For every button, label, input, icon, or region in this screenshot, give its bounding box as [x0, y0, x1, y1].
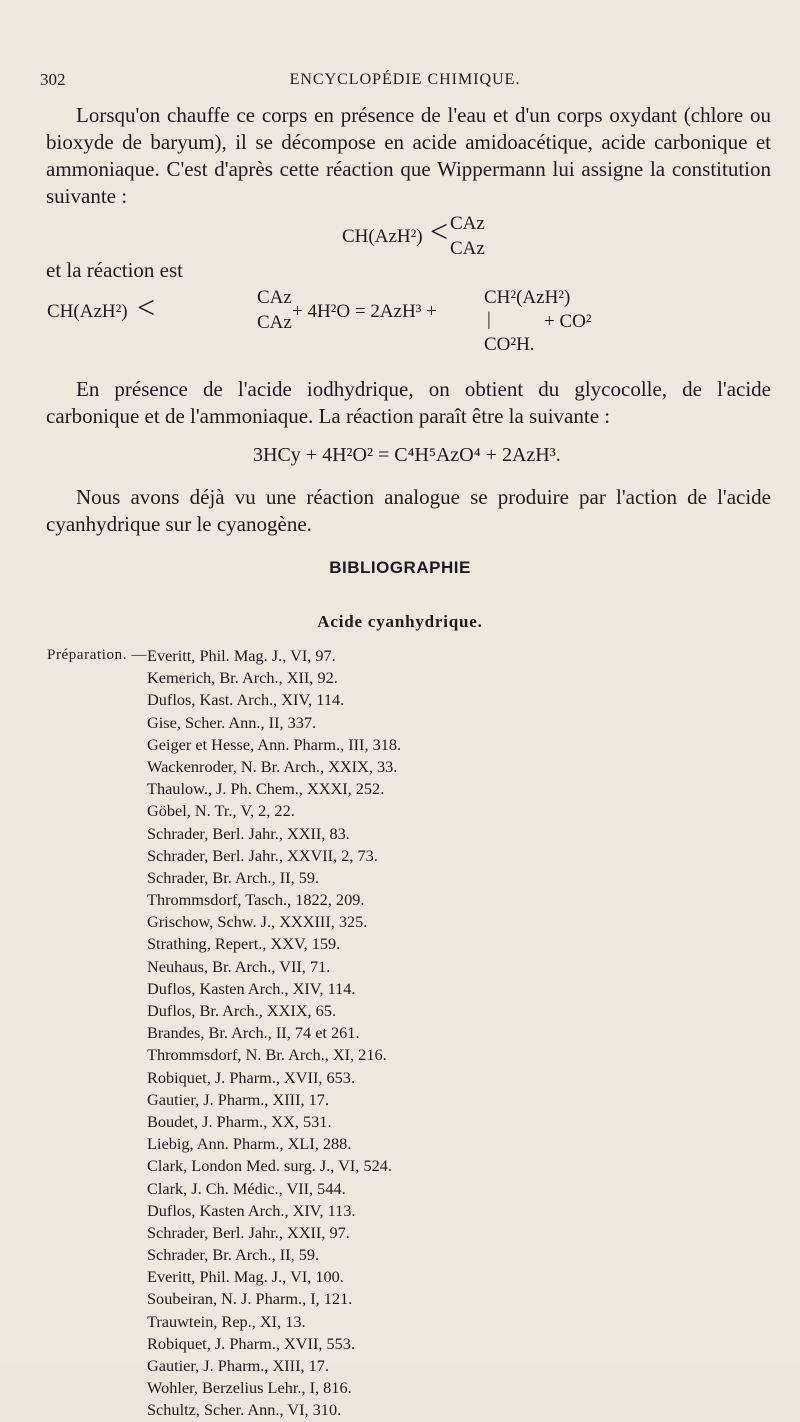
formula1-top: CAz [450, 213, 485, 234]
reference-item: Neuhaus, Br. Arch., VII, 71. [147, 956, 331, 976]
formula1-left: CH(AzH²) [342, 226, 423, 247]
reference-item: Clark, J. Ch. Médic., VII, 544. [147, 1178, 346, 1198]
formula-glycocolle: 3HCy + 4H²O² = C⁴H⁵AzO⁴ + 2AzH³. [253, 444, 561, 466]
reference-item: Clark, London Med. surg. J., VI, 524. [147, 1156, 392, 1176]
reference-item: Duflos, Br. Arch., XXIX, 65. [147, 1001, 337, 1020]
reference-item: Gautier, J. Pharm., XIII, 17. [147, 1356, 330, 1375]
paragraph-cyanogen: Nous avons déjà vu une réaction analogue se produire par l'action de l'acide cyanhydrique sur le cyanogène. [46, 485, 771, 536]
reference-item: Schrader, Berl. Jahr., XXII, 83. [147, 823, 350, 843]
reference-list [147, 645, 401, 1422]
reference-item: Göbel, N. Tr., V, 2, 22. [147, 801, 295, 821]
reference-item: Grischow, Schw. J., XXXIII, 325. [147, 912, 368, 932]
reference-item: Gautier, J. Pharm., XIII, 17. [147, 1089, 330, 1109]
formula2-right-bar: | [487, 309, 491, 330]
formula2-right-top: CH²(AzH²) [484, 287, 571, 308]
section-heading: Acide cyanhydrique. [317, 612, 483, 631]
formula2-right-plus: + CO² [544, 311, 592, 332]
reference-item: Thrommsdorf, Tasch., 1822, 209. [147, 890, 365, 910]
reference-item: Kemerich, Br. Arch., XII, 92. [147, 668, 338, 688]
reference-item: Duflos, Kasten Arch., XIV, 114. [147, 978, 356, 998]
formula2-right-bottom: CO²H. [484, 334, 535, 355]
bracket-symbol: < [137, 289, 156, 325]
reference-item: Geiger et Hesse, Ann. Pharm., III, 318. [147, 734, 402, 754]
formula2-middle: + 4H²O = 2AzH³ + [292, 301, 437, 322]
reference-item: Boudet, J. Pharm., XX, 531. [147, 1111, 332, 1131]
reference-item: Schrader, Berl. Jahr., XXII, 97. [147, 1222, 350, 1242]
formula2-bottom: CAz [257, 312, 292, 333]
reference-item: Gise, Scher. Ann., II, 337. [147, 712, 317, 732]
reference-item: Thaulow., J. Ph. Chem., XXXI, 252. [147, 779, 385, 799]
reference-item: Duflos, Kast. Arch., XIV, 114. [147, 690, 345, 710]
reference-item: Wohler, Berzelius Lehr., I, 816. [147, 1378, 352, 1398]
reference-item: Robiquet, J. Pharm., XVII, 653. [147, 1067, 356, 1087]
page-number: 302 [40, 70, 66, 89]
reference-item: Wackenroder, N. Br. Arch., XXIX, 33. [147, 756, 398, 776]
reference-item: Duflos, Kasten Arch., XIV, 113. [147, 1200, 356, 1220]
formula1-bottom: CAz [450, 238, 485, 259]
paragraph-oxidation: Lorsqu'on chauffe ce corps en présence de l'eau et d'un corps oxydant (chlore ou bioxyde de baryum), il se décompose en acide amidoacétique, acide carbonique et ammoniaque. C'est d'après cette réaction que Wippermann lui assigne la constitution suivante : [46, 103, 771, 208]
formula2-left: CH(AzH²) [47, 301, 128, 322]
formula2-top: CAz [257, 287, 292, 308]
reference-item: Schrader, Br. Arch., II, 59. [147, 1245, 320, 1265]
reference-item: Schultz, Scher. Ann., VI, 310. [147, 1400, 342, 1420]
reference-item: Everitt, Phil. Mag. J., VI, 97. [147, 646, 336, 665]
reference-item: Trauwtein, Rep., XI, 13. [147, 1311, 306, 1331]
reference-item: Strathing, Repert., XXV, 159. [147, 934, 341, 954]
paragraph-iodhydric: En présence de l'acide iodhydrique, on obtient du glycocolle, de l'acide carbonique et de l'ammoniaque. La réaction paraît être la suivante : [46, 377, 771, 428]
reference-item: Robiquet, J. Pharm., XVII, 553. [147, 1333, 356, 1353]
reference-item: Schrader, Berl. Jahr., XXVII, 2, 73. [147, 845, 378, 865]
preparation-label: Préparation. — [47, 647, 148, 663]
reference-item: Liebig, Ann. Pharm., XLI, 288. [147, 1134, 352, 1154]
running-title: ENCYCLOPÉDIE CHIMIQUE. [289, 71, 521, 88]
bibliography-heading: BIBLIOGRAPHIE [329, 558, 471, 577]
reference-item: Soubeiran, N. J. Pharm., I, 121. [147, 1289, 353, 1309]
reference-item: Everitt, Phil. Mag. J., VI, 100. [147, 1267, 344, 1287]
reference-item: Schrader, Br. Arch., II, 59. [147, 867, 320, 887]
reference-item: Brandes, Br. Arch., II, 74 et 261. [147, 1023, 360, 1043]
page-header [40, 70, 770, 92]
formula-reaction [47, 287, 767, 367]
text-reaction: et la réaction est [46, 258, 184, 282]
reference-item: Thrommsdorf, N. Br. Arch., XI, 216. [147, 1045, 387, 1065]
bracket-symbol: < [430, 213, 449, 249]
